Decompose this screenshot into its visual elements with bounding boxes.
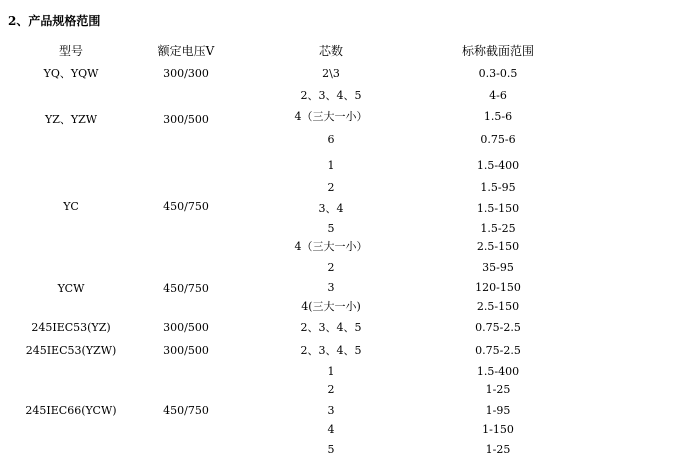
cell-section: 0.3-0.5 [478, 67, 518, 80]
cell-section: 1.5-400 [476, 365, 520, 378]
cell-section: 1-25 [485, 443, 511, 456]
cell-cores: 4（三大一小） [294, 240, 368, 253]
cell-section: 4-6 [489, 89, 507, 102]
section-heading: 2、产品规格范围 [8, 14, 101, 28]
header-section: 标称截面范围 [461, 44, 535, 58]
header-voltage: 额定电压V [157, 44, 215, 58]
cell-section: 1-150 [482, 423, 514, 436]
cell-section: 1.5-25 [480, 222, 516, 235]
cell-cores: 4(三大一小) [301, 300, 361, 313]
cell-section: 35-95 [482, 261, 514, 274]
cell-cores: 2 [327, 261, 335, 274]
header-cores: 芯数 [318, 44, 344, 58]
cell-cores: 5 [327, 443, 335, 456]
cell-section: 2.5-150 [476, 300, 520, 313]
cell-section: 1.5-150 [476, 202, 520, 215]
cell-cores: 2\3 [322, 67, 340, 80]
cell-cores: 4 [327, 423, 335, 436]
cell-voltage: 450/750 [163, 404, 209, 417]
cell-cores: 2、3、4、5 [300, 344, 362, 357]
cell-section: 2.5-150 [476, 240, 520, 253]
cell-cores: 2 [327, 181, 335, 194]
cell-section: 1-95 [485, 404, 511, 417]
cell-cores: 1 [327, 159, 335, 172]
cell-model: 245IEC66(YCW) [25, 404, 117, 417]
cell-section: 0.75-2.5 [475, 321, 521, 334]
cell-model: 245IEC53(YZ) [31, 321, 111, 334]
cell-section: 0.75-6 [480, 133, 516, 146]
cell-section: 1.5-400 [476, 159, 520, 172]
cell-section: 120-150 [475, 281, 521, 294]
cell-section: 1.5-6 [483, 110, 513, 123]
cell-voltage: 450/750 [163, 200, 209, 213]
cell-voltage: 300/300 [163, 67, 209, 80]
cell-cores: 2、3、4、5 [300, 321, 362, 334]
cell-model: YC [63, 200, 79, 213]
cell-model: YCW [57, 282, 85, 295]
cell-voltage: 300/500 [163, 344, 209, 357]
cell-cores: 4（三大一小） [294, 110, 368, 123]
cell-cores: 2、3、4、5 [300, 89, 362, 102]
cell-model: YQ、YQW [43, 67, 99, 80]
cell-cores: 3 [327, 404, 335, 417]
cell-cores: 1 [327, 365, 335, 378]
cell-cores: 2 [327, 383, 335, 396]
cell-cores: 5 [327, 222, 335, 235]
cell-cores: 3 [327, 281, 335, 294]
header-model: 型号 [58, 44, 84, 58]
cell-cores: 3、4 [318, 202, 344, 215]
cell-section: 1.5-95 [480, 181, 516, 194]
cell-model: YZ、YZW [44, 113, 98, 126]
cell-section: 1-25 [485, 383, 511, 396]
cell-section: 0.75-2.5 [475, 344, 521, 357]
cell-voltage: 300/500 [163, 321, 209, 334]
cell-model: 245IEC53(YZW) [25, 344, 117, 357]
cell-voltage: 300/500 [163, 113, 209, 126]
cell-cores: 6 [327, 133, 335, 146]
cell-voltage: 450/750 [163, 282, 209, 295]
